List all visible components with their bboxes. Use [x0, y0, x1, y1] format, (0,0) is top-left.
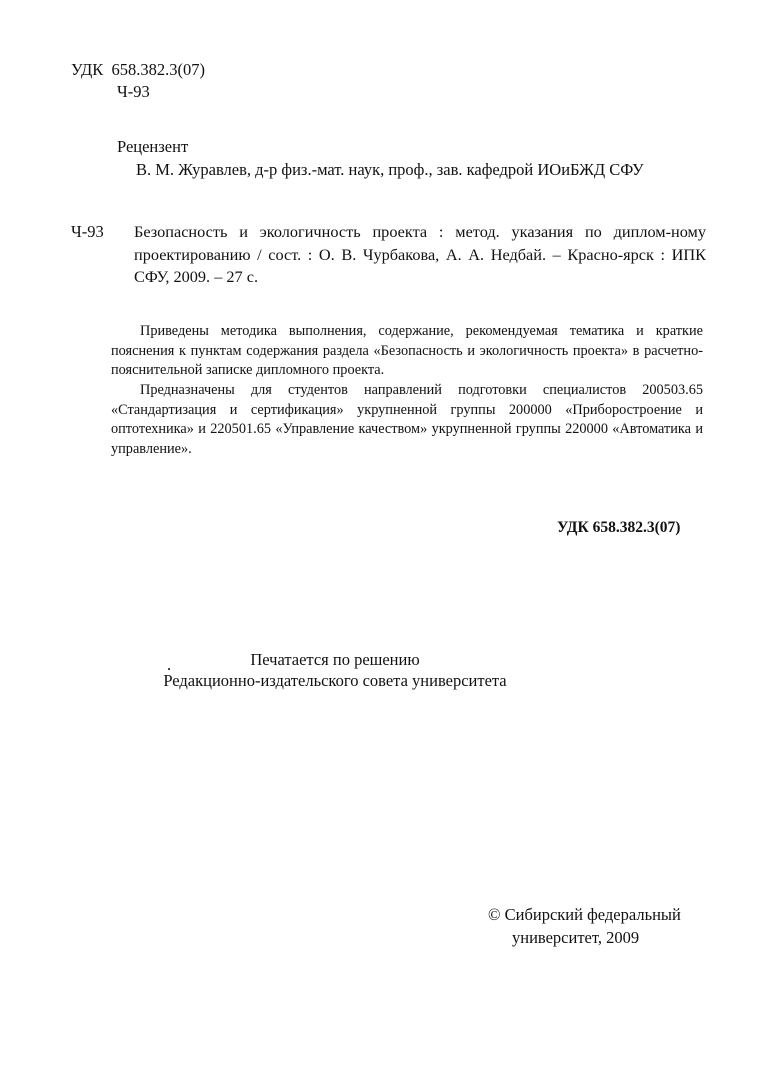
- copyright-line-2: университет, 2009: [512, 928, 640, 947]
- udc-label: УДК: [71, 60, 104, 79]
- scan-speck: [168, 668, 170, 670]
- bibliographic-entry: Безопасность и экологичность проекта : метод. указания по диплом-ному проектированию / сост. : О. В. Чурбакова, А. А. Недбай. – Красно-ярск : ИПК СФУ, 2009. – 27 с.: [134, 222, 706, 286]
- udc-header: [71, 60, 205, 80]
- reviewer-heading: Рецензент: [117, 137, 189, 156]
- annotation-paragraph-1: Приведены методика выполнения, содержание, рекомендуемая тематика и краткие пояснения к пунктам содержания раздела «Безопасность и экологичность проекта» в расчетно-пояснительной записке дипломного проекта.: [111, 323, 703, 378]
- udc-cutter: Ч-93: [117, 82, 150, 101]
- annotation-paragraph-2: Предназначены для студентов направлений подготовки специалистов 200503.65 «Стандартизация и сертификация» укрупненной группы 200000 «Приборостроение и оптотехника» и 220501.65 «Управление качеством» укрупненной группы 220000 «Автоматика и управление».: [111, 382, 703, 457]
- udc-footer: УДК 658.382.3(07): [557, 519, 681, 536]
- reviewer-name: В. М. Журавлев, д-р физ.-мат. наук, проф., зав. кафедрой ИОиБЖД СФУ: [136, 160, 644, 179]
- copyright-line-1: © Сибирский федеральный: [488, 905, 681, 924]
- imprint-line-1: Печатается по решению: [250, 650, 420, 669]
- imprint-line-2: Редакционно-издательского совета университета: [163, 671, 507, 690]
- udc-code: 658.382.3(07): [111, 60, 206, 79]
- bibliographic-cutter: Ч-93: [71, 222, 104, 241]
